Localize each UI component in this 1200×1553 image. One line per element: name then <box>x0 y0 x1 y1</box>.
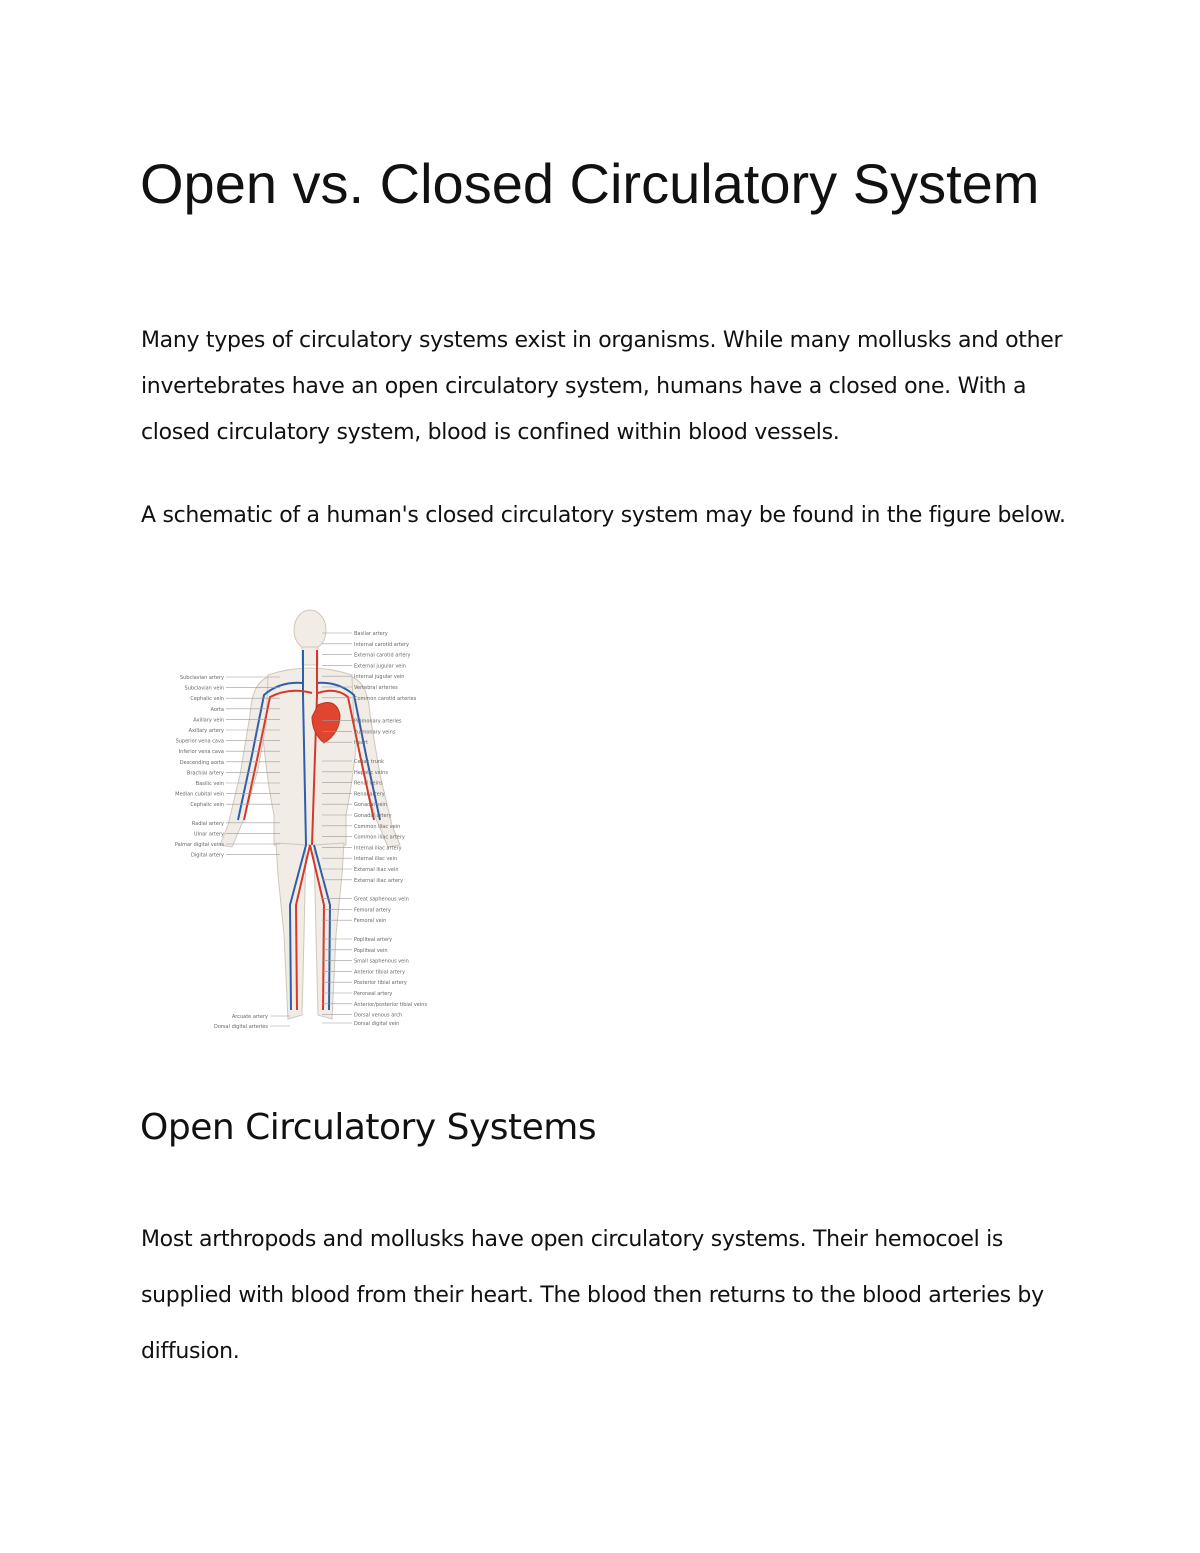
diagram-label-right: Internal carotid artery <box>354 641 409 648</box>
diagram-label-left: Median cubital vein <box>175 791 224 798</box>
diagram-label-right: Popliteal artery <box>354 937 393 943</box>
diagram-label-left: Descending aorta <box>179 759 224 766</box>
diagram-label-right: Anterior/posterior tibial veins <box>354 1001 428 1008</box>
diagram-label-right: Dorsal digital vein <box>354 1021 400 1027</box>
diagram-label-right: Common carotid arteries <box>354 695 417 702</box>
diagram-label-right: External carotid artery <box>354 652 411 659</box>
diagram-label-left: Cephalic vein <box>190 802 224 809</box>
circulatory-system-figure <box>140 605 470 1045</box>
diagram-label-right: Popliteal vein <box>354 947 388 954</box>
diagram-label-left: Radial artery <box>191 820 224 827</box>
human-circulatory-system-diagram <box>140 605 470 1045</box>
diagram-label-right: Dorsal venous arch <box>354 1012 403 1019</box>
diagram-label-right: Gonadal vein <box>354 802 387 809</box>
diagram-label-right: External iliac artery <box>354 877 404 884</box>
diagram-label-left: Subclavian artery <box>179 675 224 681</box>
diagram-label-left: Subclavian vein <box>184 685 224 692</box>
diagram-label-right: Renal artery <box>354 791 385 798</box>
diagram-label-right: Femoral vein <box>354 918 387 925</box>
diagram-label-right: Posterior tibial artery <box>354 980 407 987</box>
diagram-label-left: Aorta <box>210 706 224 713</box>
diagram-label-right: Vertebral arteries <box>354 685 398 691</box>
diagram-label-right: Great saphenous vein <box>354 896 409 903</box>
diagram-label-left: Superior vena cava <box>175 738 224 745</box>
section-heading: Open Circulatory Systems <box>140 1107 597 1148</box>
diagram-label-right: Pulmonary veins <box>354 729 396 736</box>
diagram-label-right: Pulmonary arteries <box>354 718 402 725</box>
diagram-label-left: Axillary artery <box>188 728 224 734</box>
diagram-label-right: Internal jugular vein <box>354 674 405 681</box>
figure-intro-paragraph: A schematic of a human's closed circulatory system may be found in the figure below. <box>141 503 1066 528</box>
diagram-label-right: Renal veins <box>354 780 383 787</box>
intro-paragraph: Many types of circulatory systems exist in organisms. While many mollusks and other invertebrates have an open circulatory system, humans have a closed one. With a closed circulatory system, blood is confined within blood vessels. <box>141 328 1063 445</box>
diagram-label-right: Celiac trunk <box>354 759 384 765</box>
diagram-label-right: Small saphenous vein <box>354 958 409 965</box>
diagram-label-left: Dorsal digital arteries <box>213 1024 268 1030</box>
diagram-label-right: Hepatic veins <box>354 769 388 776</box>
diagram-label-left: Inferior vena cava <box>178 749 224 756</box>
diagram-label-left: Arcuate artery <box>231 1014 268 1020</box>
diagram-label-right: Anterior tibial artery <box>354 969 405 976</box>
diagram-label-left: Brachial artery <box>186 770 224 777</box>
diagram-label-left: Basilic vein <box>195 781 224 787</box>
diagram-label-right: Internal iliac vein <box>354 856 398 863</box>
diagram-label-left: Digital artery <box>191 852 224 859</box>
diagram-label-right: External iliac vein <box>354 867 399 873</box>
diagram-label-right: Gonadal artery <box>354 813 392 819</box>
diagram-label-right: Femoral artery <box>354 907 391 914</box>
diagram-label-left: Axillary vein <box>193 717 224 724</box>
diagram-label-left: Cephalic vein <box>190 696 224 703</box>
page-title: Open vs. Closed Circulatory System <box>140 152 1040 215</box>
diagram-label-right: External jugular vein <box>354 663 406 670</box>
diagram-label-left: Palmar digital veins <box>174 842 224 848</box>
diagram-label-right: Internal iliac artery <box>354 845 402 852</box>
diagram-label-right: Common iliac vein <box>354 823 401 830</box>
diagram-label-right: Basilar artery <box>354 631 388 637</box>
diagram-label-right: Common iliac artery <box>354 834 405 841</box>
section-paragraph: Most arthropods and mollusks have open circulatory systems. Their hemocoel is supplied with blood from their heart. The blood then returns to the blood arteries by diffusion. <box>141 1227 1044 1364</box>
diagram-label-left: Ulnar artery <box>193 831 224 838</box>
diagram-label-right: Peroneal artery <box>354 991 393 997</box>
diagram-label-right: Heart <box>354 740 368 747</box>
